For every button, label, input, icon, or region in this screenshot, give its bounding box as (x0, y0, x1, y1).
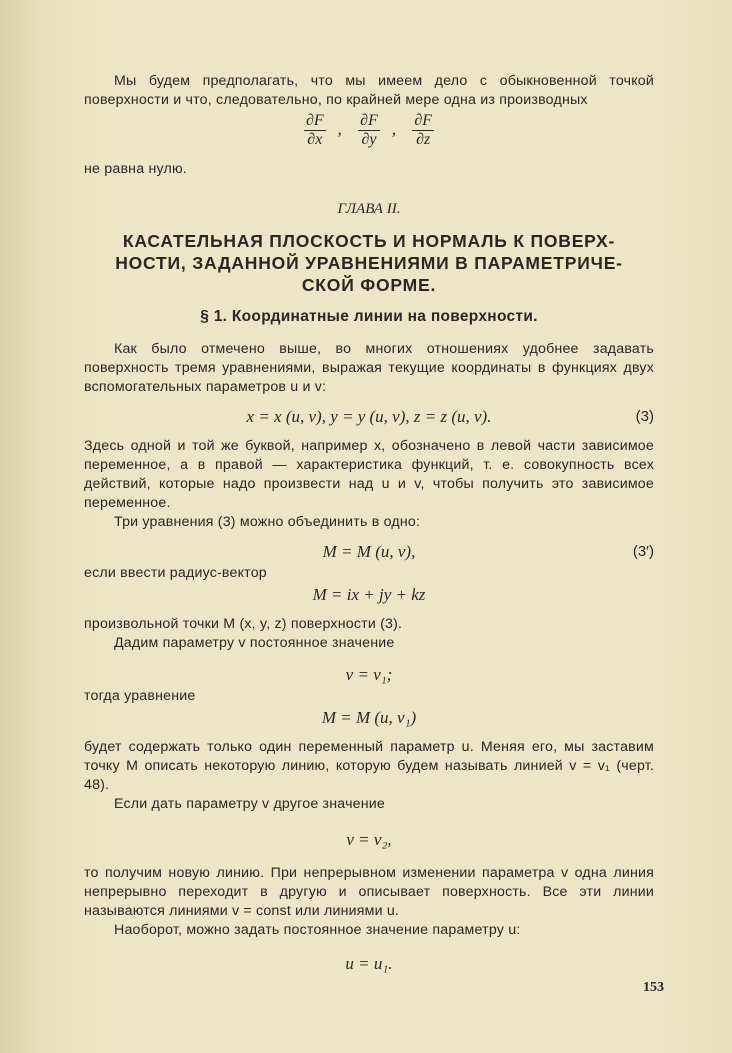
equation-number: (3) (635, 408, 654, 425)
body-paragraph: Если дать параметру v другое значение (114, 796, 385, 812)
page-number: 153 (643, 980, 664, 995)
intro-paragraph: Мы будем предполагать, что мы имеем дело с обыкновенной точкой поверхности и что, следовательно, по крайней мере одна из производных (84, 73, 654, 108)
equation-u1: u = u₁. (345, 954, 393, 973)
fraction: $\frac{\partial F}{\partial y}$ (360, 112, 378, 148)
book-page (84, 72, 654, 976)
derivatives-formula: $\frac{\partial F}{\partial x}$ , $\frac{\partial F}{\partial y}$ , $\frac{\partial F}{\partial z}$ (305, 112, 433, 148)
body-paragraph: Как было отмечено выше, во многих отношениях удобнее задавать поверхность тремя уравнениями, выражая текущие координаты в функциях двух вспомогательных параметров u и v: (84, 341, 654, 395)
equation-number: (3′) (632, 543, 654, 560)
body-paragraph: Три уравнения (3) можно объединить в одно: (114, 514, 421, 530)
body-paragraph: тогда уравнение (84, 688, 196, 704)
equation-radius-vector: M = ix + jy + kz (312, 585, 426, 604)
body-paragraph: Наоборот, можно задать постоянное значение параметру u: (114, 922, 521, 938)
equation-v2: v = v₂, (346, 830, 392, 849)
body-paragraph: Здесь одной и той же буквой, например x, обозначено в левой части зависимое переменное, а в правой — характеристика функций, т. е. совокупность всех действий, которые надо произвести над u и v, чтобы получить это зависимое переменное. (84, 438, 654, 511)
body-paragraph: будет содержать только один переменный параметр u. Меняя его, мы заставим точку M описать некоторую линию, которую будем называть линией v = v₁ (черт. 48). (84, 739, 654, 793)
fraction: $\frac{\partial F}{\partial z}$ (414, 112, 433, 148)
intro-paragraph-end: не равна нулю. (84, 161, 187, 177)
body-paragraph: если ввести радиус-вектор (84, 565, 267, 581)
equation-M-v1: M = M (u, v₁) (321, 708, 417, 727)
equation-3: x = x (u, v), y = y (u, v), z = z (u, v). (3) (84, 405, 654, 429)
chapter-title-line: КАСАТЕЛЬНАЯ ПЛОСКОСТЬ И НОРМАЛЬ К ПОВЕРХ- (122, 231, 616, 251)
chapter-title-line: НОСТИ, ЗАДАННОЙ УРАВНЕНИЯМИ В ПАРАМЕТРИЧЕ- (115, 253, 623, 273)
equation-v1: v = v₁; (345, 665, 393, 684)
section-heading: § 1. Координатные линии на поверхности. (200, 308, 538, 325)
chapter-label: ГЛАВА II. (337, 201, 401, 217)
fraction: $\frac{\partial F}{\partial x}$ (305, 112, 324, 148)
body-paragraph: произвольной точки M (x, y, z) поверхности (3). (84, 616, 403, 632)
body-paragraph: Дадим параметру v постоянное значение (114, 635, 395, 651)
equation-3-prime: M = M (u, v), (3′) (84, 540, 654, 564)
body-paragraph: то получим новую линию. При непрерывном изменении параметра v одна линия непрерывно переходит в другую и описывает поверхность. Все эти линии называются линиями v = const или линиями u. (84, 865, 654, 919)
chapter-title-line: СКОЙ ФОРМЕ. (301, 275, 437, 295)
